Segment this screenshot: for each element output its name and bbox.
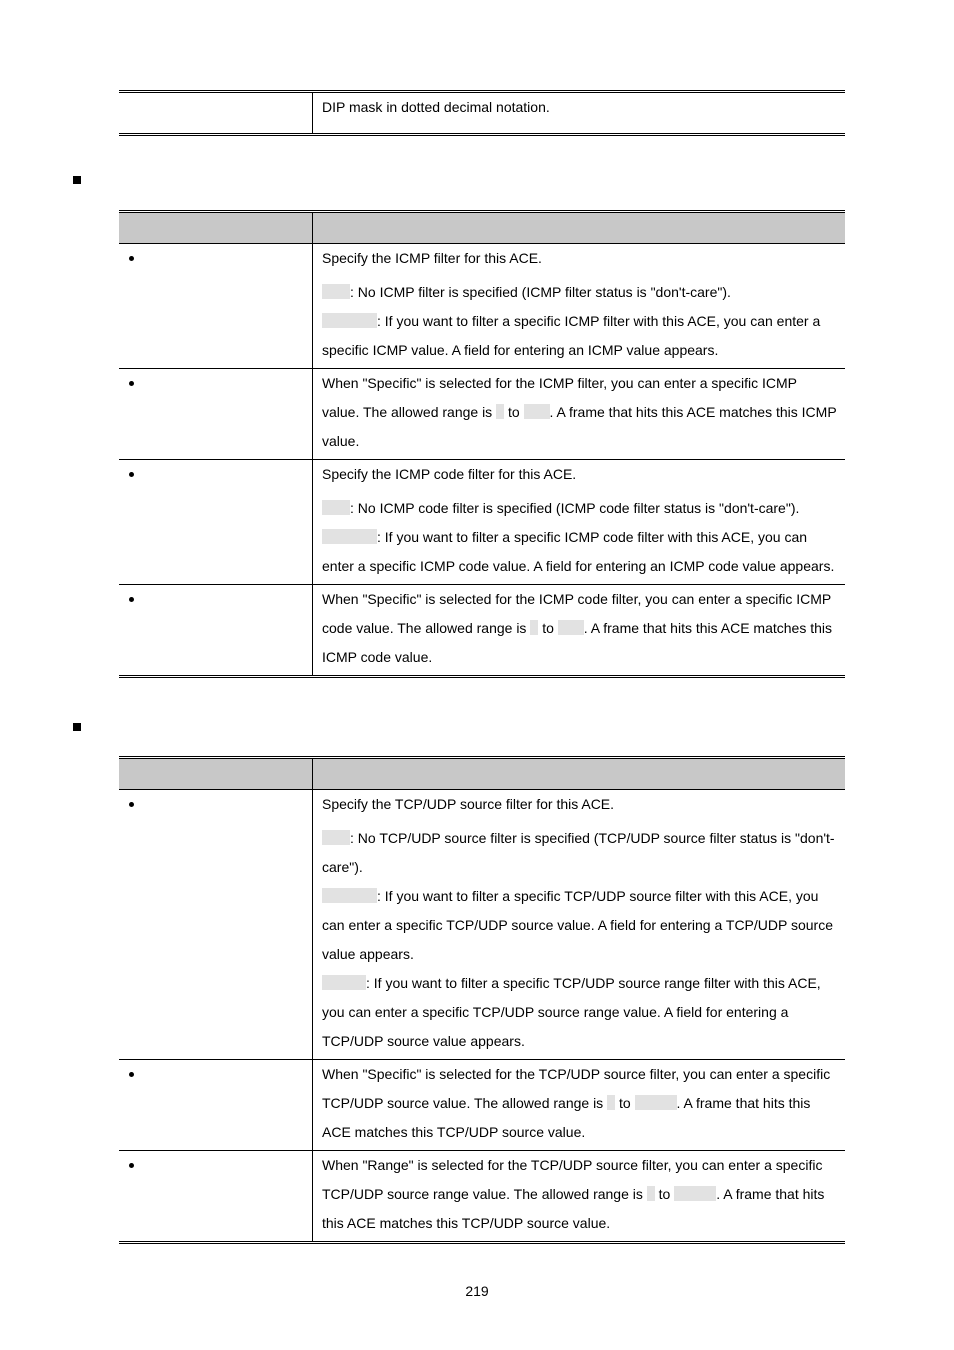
option-name-blank	[322, 500, 350, 515]
bullet-icon	[129, 597, 134, 602]
range-max-blank	[674, 1186, 716, 1201]
table-row	[119, 460, 845, 585]
bullet-icon	[129, 381, 134, 386]
bullet-icon	[129, 256, 134, 261]
description-line: : If you want to filter a specific TCP/UDP source filter with this ACE, you can enter a specific TCP/UDP source value. A field for entering a TCP/UDP source value appears.	[322, 888, 833, 962]
description-line: Specify the ICMP filter for this ACE.	[322, 250, 542, 266]
table-row	[119, 369, 845, 460]
description-cell	[313, 1060, 846, 1151]
bullet-icon	[129, 802, 134, 807]
table-row	[119, 790, 845, 1060]
description-line: : If you want to filter a specific ICMP filter with this ACE, you can enter a specific ICMP value. A field for entering an ICMP value appears.	[322, 313, 821, 358]
parameter-cell	[119, 790, 313, 1060]
option-name-blank	[322, 830, 350, 845]
parameter-cell	[119, 585, 313, 677]
table-header-row	[119, 212, 845, 244]
table-row	[119, 585, 845, 677]
description-text: When "Range" is selected for the TCP/UDP source filter, you can enter a specific TCP/UDP source range value. The allowed range is to . A frame that hits this ACE matches this TCP/UDP source value.	[322, 1157, 825, 1231]
option-name-blank	[322, 975, 366, 990]
description-line: : If you want to filter a specific TCP/UDP source range filter with this ACE, you can enter a specific TCP/UDP source range value. A field for entering a TCP/UDP source value appears.	[322, 975, 821, 1049]
description-cell	[313, 244, 846, 369]
table-row	[119, 1151, 845, 1243]
bullet-icon	[129, 1163, 134, 1168]
tcpudp-parameter-table	[119, 756, 845, 1244]
range-max-blank	[635, 1095, 677, 1110]
description-line: : If you want to filter a specific ICMP code filter with this ACE, you can enter a specific ICMP code value. A field for entering an ICMP code value appears.	[322, 529, 835, 574]
header-cell-description	[313, 212, 846, 244]
page-number: 219	[465, 1283, 489, 1299]
range-max-blank	[524, 404, 550, 419]
option-name-blank	[322, 888, 377, 903]
description-line: : No ICMP code filter is specified (ICMP code filter status is "don't-care").	[322, 494, 837, 523]
table-row	[119, 1060, 845, 1151]
option-name-blank	[322, 529, 377, 544]
option-name-blank	[322, 284, 350, 299]
table-header-row	[119, 758, 845, 790]
range-min-blank	[496, 404, 504, 419]
parameter-cell	[119, 1151, 313, 1243]
description-line: Specify the TCP/UDP source filter for this ACE.	[322, 796, 615, 812]
description-cell	[313, 92, 846, 135]
table-row	[119, 92, 845, 135]
icmp-parameter-table	[119, 210, 845, 678]
parameter-cell	[119, 244, 313, 369]
parameter-cell	[119, 1060, 313, 1151]
description-cell	[313, 1151, 846, 1243]
range-min-blank	[607, 1095, 615, 1110]
header-cell-object	[119, 758, 313, 790]
header-cell-description	[313, 758, 846, 790]
header-cell-object	[119, 212, 313, 244]
parameter-cell	[119, 369, 313, 460]
section-bullet-icon	[73, 723, 81, 731]
bullet-icon	[129, 472, 134, 477]
bullet-icon	[129, 1072, 134, 1077]
dip-mask-table	[119, 90, 845, 136]
parameter-cell	[119, 92, 313, 135]
description-text: When "Specific" is selected for the TCP/UDP source filter, you can enter a specific TCP/UDP source value. The allowed range is to . A frame that hits this ACE matches this TCP/UDP source value.	[322, 1066, 831, 1140]
parameter-cell	[119, 460, 313, 585]
option-name-blank	[322, 313, 377, 328]
description-line: Specify the ICMP code filter for this ACE.	[322, 466, 577, 482]
range-min-blank	[647, 1186, 655, 1201]
description-cell	[313, 369, 846, 460]
description-line: : No ICMP filter is specified (ICMP filter status is "don't-care").	[322, 278, 837, 307]
table-row	[119, 244, 845, 369]
description-cell	[313, 790, 846, 1060]
description-cell	[313, 460, 846, 585]
description-text: When "Specific" is selected for the ICMP code filter, you can enter a specific ICMP code value. The allowed range is to . A frame that hits this ACE matches this ICMP code value.	[322, 591, 833, 665]
description-text: DIP mask in dotted decimal notation.	[322, 99, 550, 115]
section-bullet-icon	[73, 176, 81, 184]
description-cell	[313, 585, 846, 677]
range-max-blank	[558, 620, 584, 635]
description-line: : No TCP/UDP source filter is specified (TCP/UDP source filter status is "don't-care").	[322, 830, 835, 875]
description-text: When "Specific" is selected for the ICMP filter, you can enter a specific ICMP value. The allowed range is to . A frame that hits this ACE matches this ICMP value.	[322, 375, 837, 449]
